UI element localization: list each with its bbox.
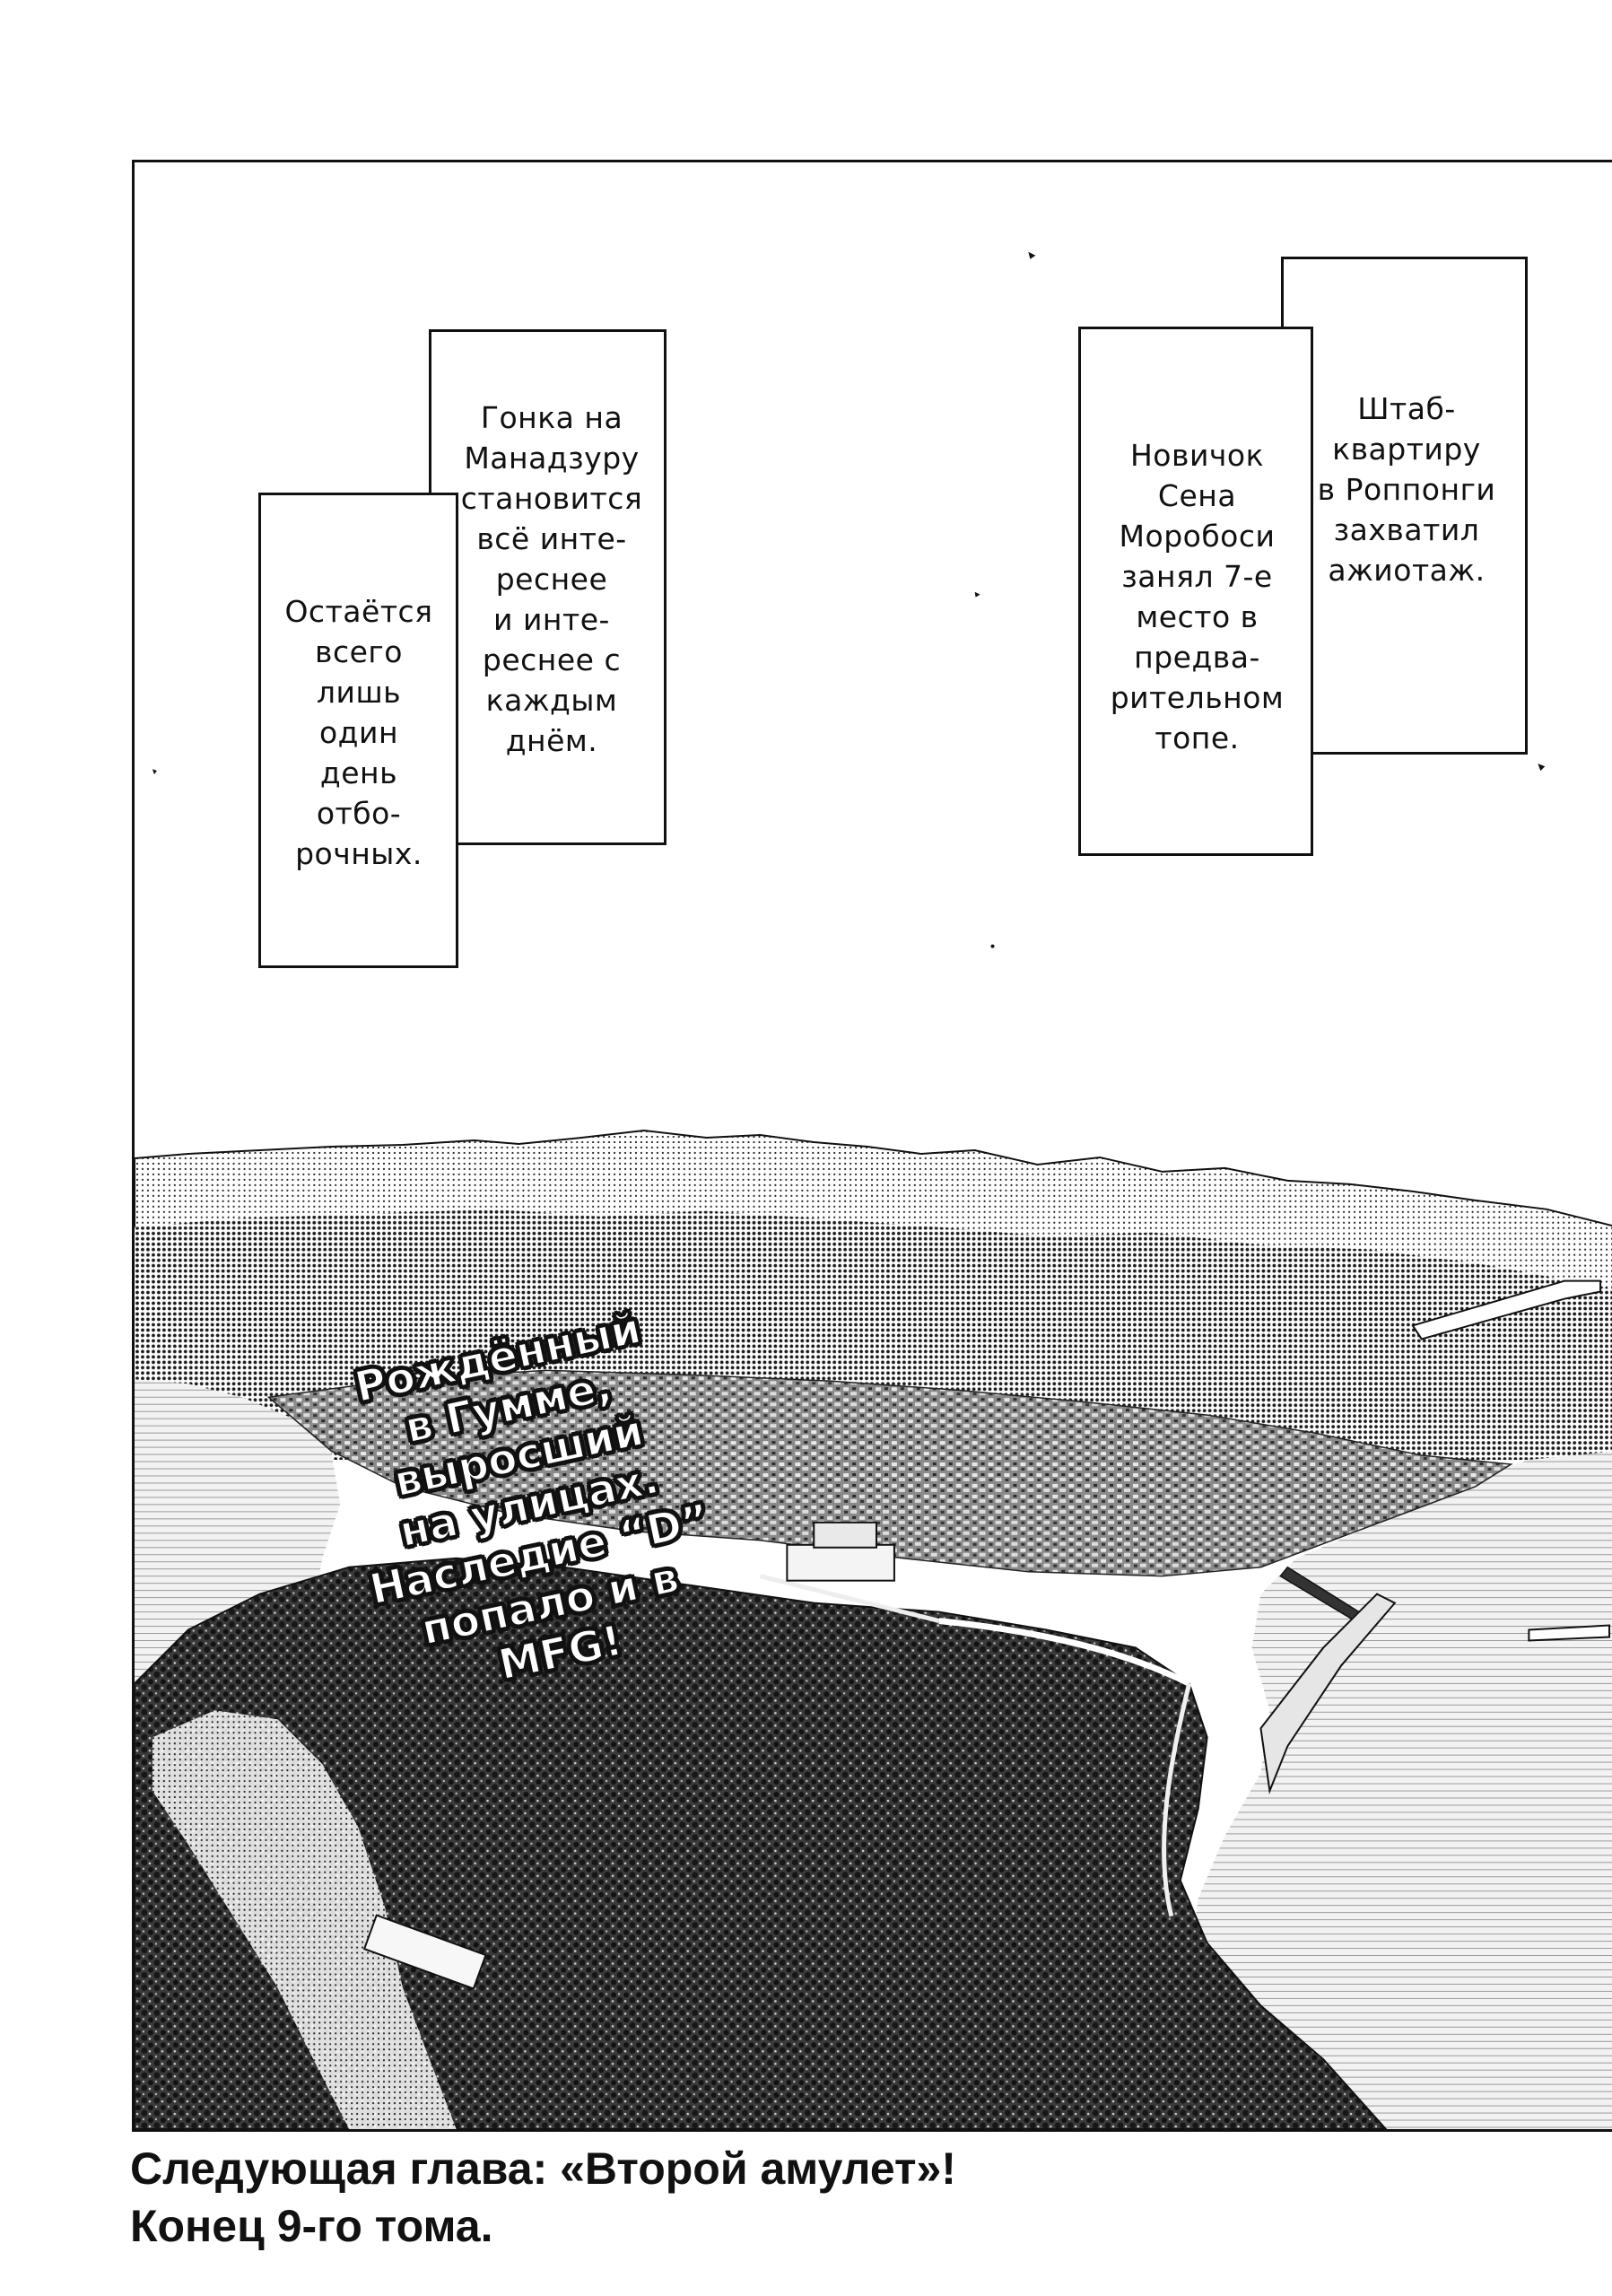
manga-panel [132, 160, 1612, 2132]
caption-text-left-upper: Гонка на Манадзуру становится всё инте- реснее и инте- реснее с каждым днём. [460, 400, 643, 758]
volume-end-text: Конец 9-го тома. [130, 2201, 493, 2251]
caption-text-right-upper: Штаб- квартиру в Роппонги захватил ажиотаж. [1317, 391, 1496, 588]
promo-tagline: Рождённый в Гумме, выросший на улицах. Наследие “D” попало и в MFG! [350, 1304, 714, 1690]
caption-text-left-lower: Остаётся всего лишь один день отбо- рочных. [284, 594, 433, 871]
next-chapter-text: Следующая глава: «Второй амулет»! [130, 2143, 956, 2194]
caption-text-right-lower: Новичок Сена Моробоси занял 7-е место в предва- рительном топе. [1110, 438, 1285, 755]
page-footer [130, 2140, 1386, 2255]
